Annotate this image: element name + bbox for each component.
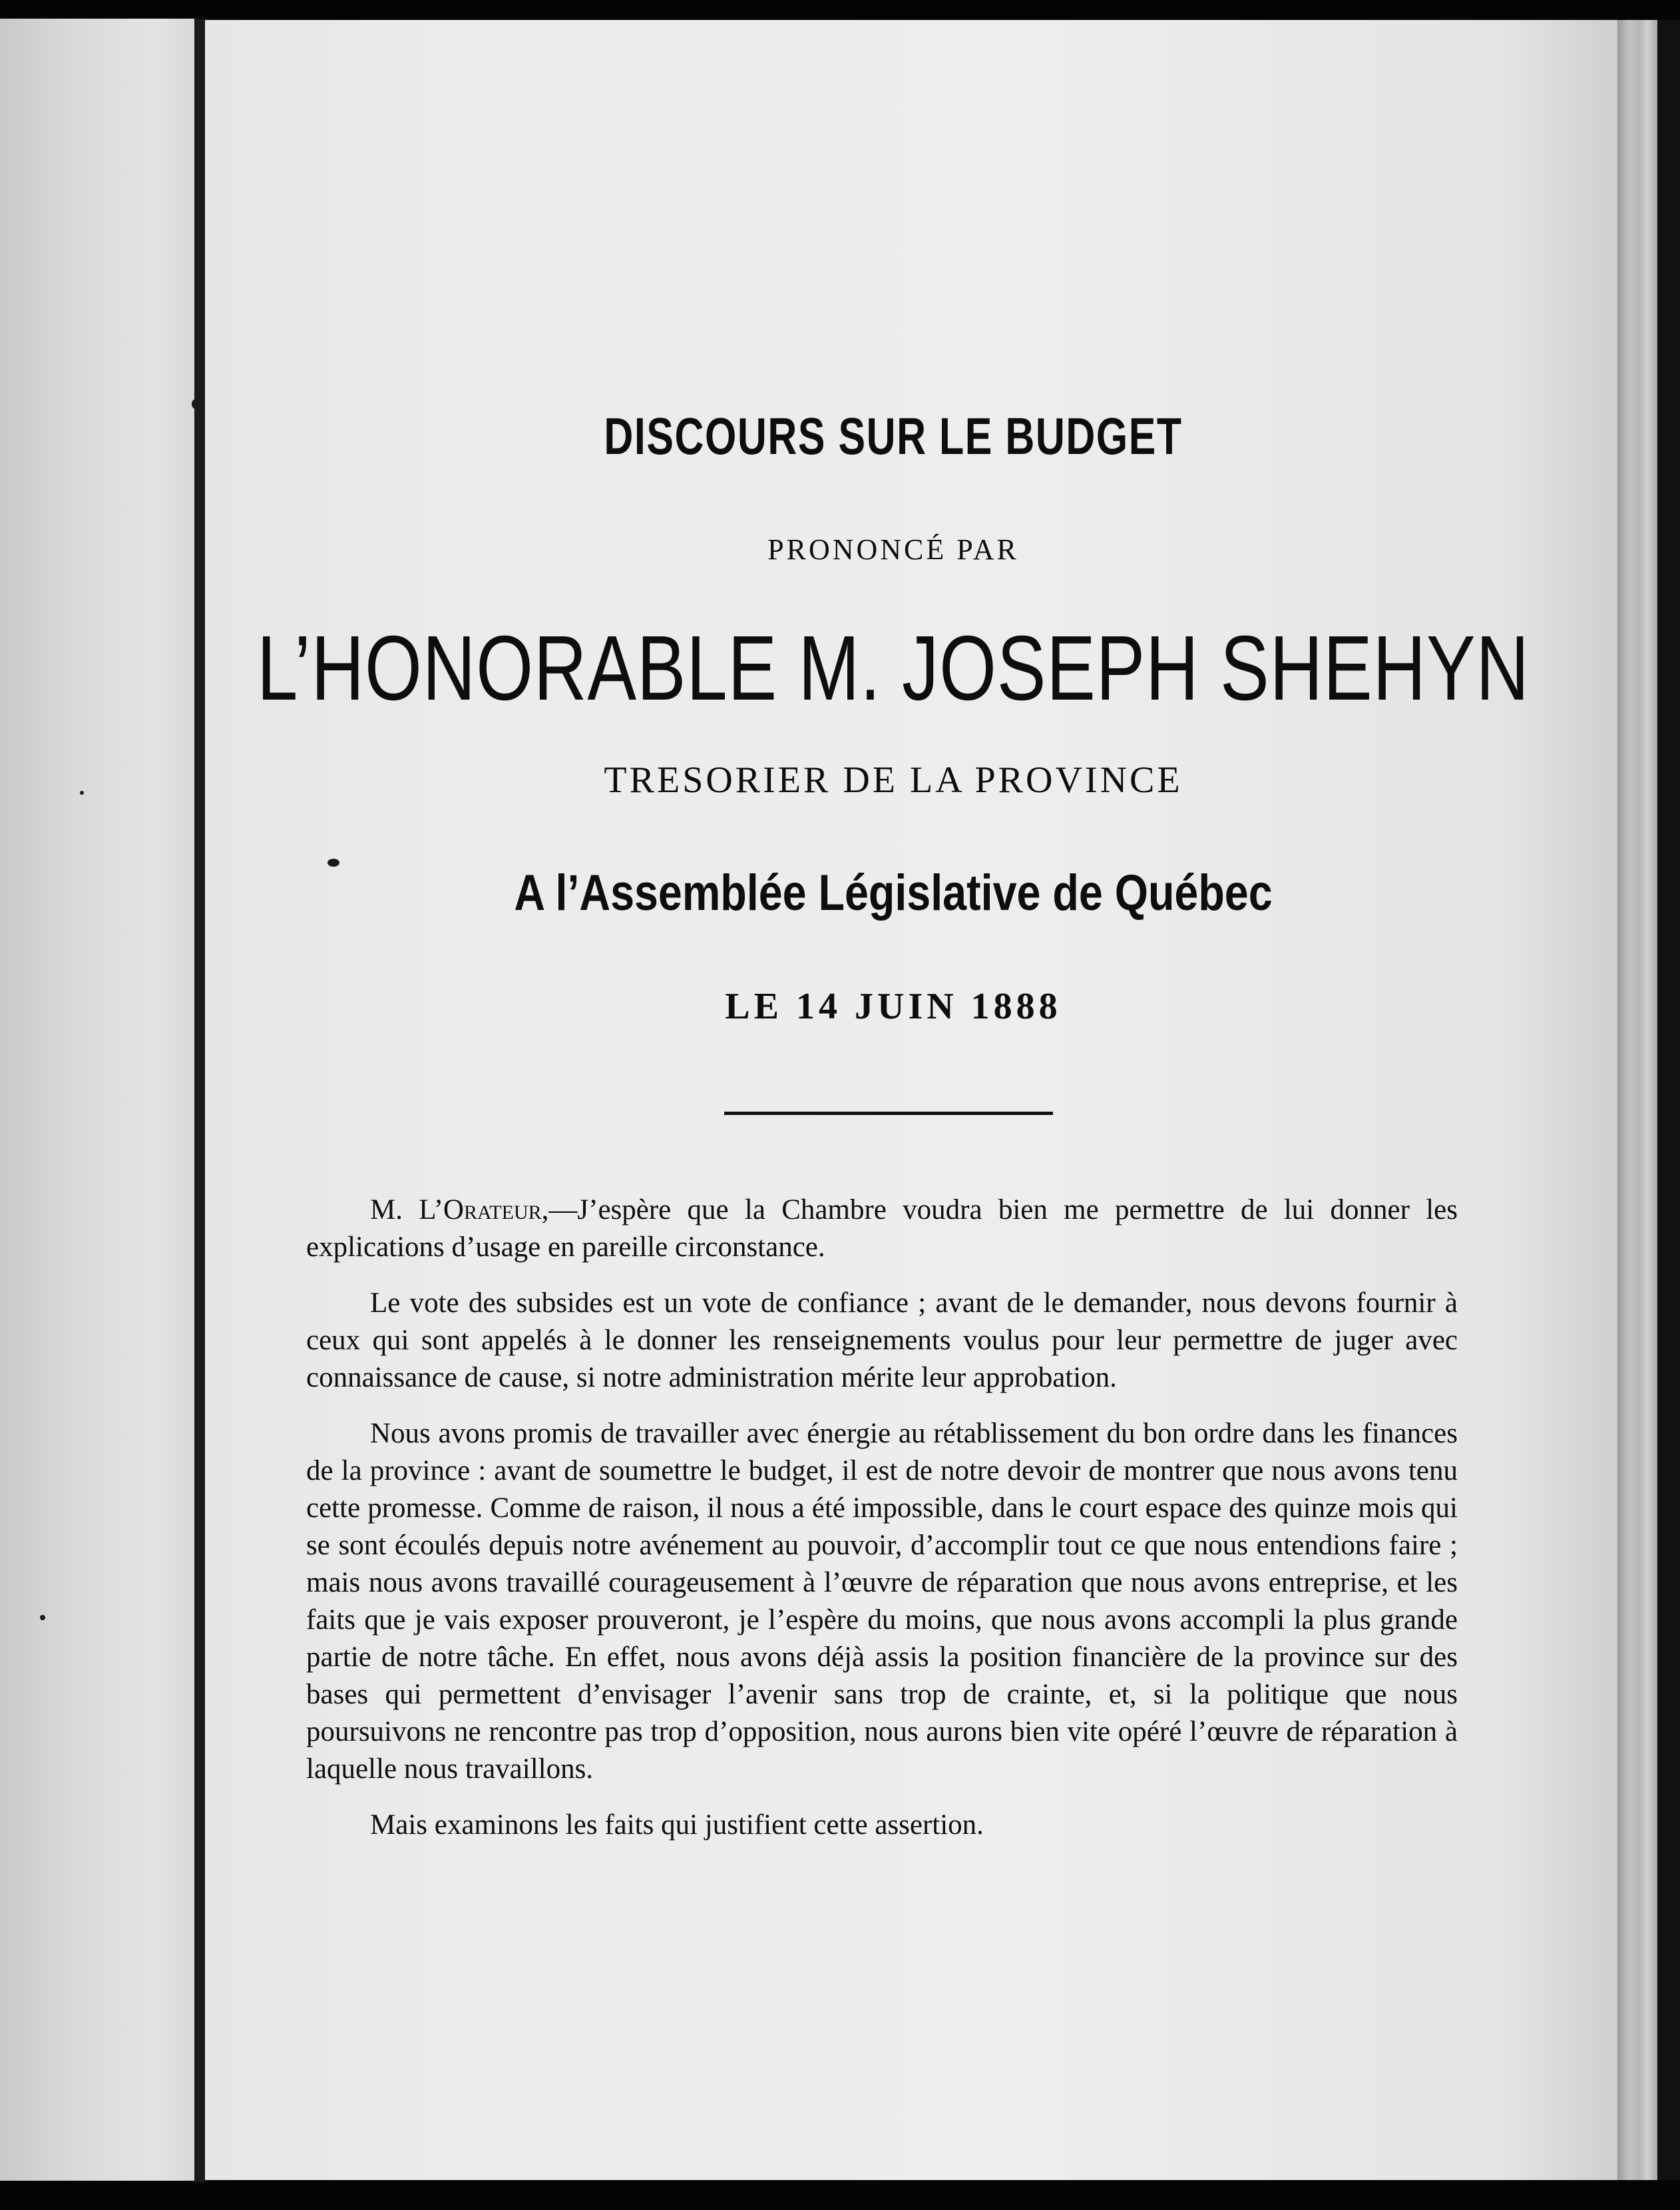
paragraph-text: Le vote des subsides est un vote de confiance ; avant de le demander, nous devons fournir à ceux qui sont appelés à le donner les renseignements voulus pour leur permettre de juger avec connaissance de cause, si notre administration mérite leur approbation. bbox=[306, 1287, 1458, 1393]
assembly-line: A l’Assemblée Législative de Québec bbox=[514, 865, 1273, 921]
paragraph bbox=[306, 1192, 1458, 1266]
book-gutter bbox=[194, 19, 205, 2182]
paragraph-text: Mais examinons les faits qui justifient cette assertion. bbox=[370, 1809, 984, 1841]
facing-page-edge bbox=[0, 19, 194, 2181]
speech-body bbox=[306, 1192, 1458, 1863]
paragraph-text: —J’espère que la Chambre voudra bien me permettre de lui donner les explications d’usage en pareille circonstance. bbox=[306, 1194, 1458, 1263]
scan-speck bbox=[40, 1615, 45, 1620]
pronounced-by-line: PRONONCÉ PAR bbox=[767, 533, 1019, 566]
paragraph bbox=[306, 1415, 1458, 1788]
paragraph-text: Nous avons promis de travailler avec énergie au rétablissement du bon ordre dans les finances de la province : avant de soumettre le budget, il est de notre devoir de montrer que nous avons tenu cette promesse. Comme de raison, il nous a été impossible, dans le court espace des quinze mois qui se sont écoulés depuis notre avénement au pouvoir, d’accomplir tout ce que nous entendions faire ; mais nous avons travaillé courageusement à l’œuvre de réparation que nous avons entreprise, et les faits que je vais exposer prouveront, je l’espère du moins, que nous avons accompli la plus grande partie de notre tâche. En effet, nous avons déjà assis la position financière de la province sur des bases qui permettent d’envisager l’avenir sans trop de crainte, et, si la politique que nous poursuivons ne rencontre pas trop d’opposition, nous aurons bien vite opéré l’œuvre de réparation à laquelle nous travaillons. bbox=[306, 1418, 1458, 1785]
separator-rule bbox=[724, 1112, 1053, 1115]
paragraph bbox=[306, 1807, 1458, 1844]
scan-border-right bbox=[1657, 20, 1680, 2180]
scan-speck bbox=[192, 399, 198, 409]
page-fore-edge bbox=[1617, 20, 1657, 2180]
speech-date: LE 14 JUIN 1888 bbox=[725, 986, 1062, 1027]
paragraph bbox=[306, 1285, 1458, 1397]
document-title: DISCOURS SUR LE BUDGET bbox=[604, 407, 1183, 465]
salutation: M. L’Orateur, bbox=[370, 1194, 549, 1225]
speaker-role: TRESORIER DE LA PROVINCE bbox=[604, 760, 1183, 801]
speaker-name: L’HONORABLE M. JOSEPH SHEHYN bbox=[257, 617, 1530, 720]
